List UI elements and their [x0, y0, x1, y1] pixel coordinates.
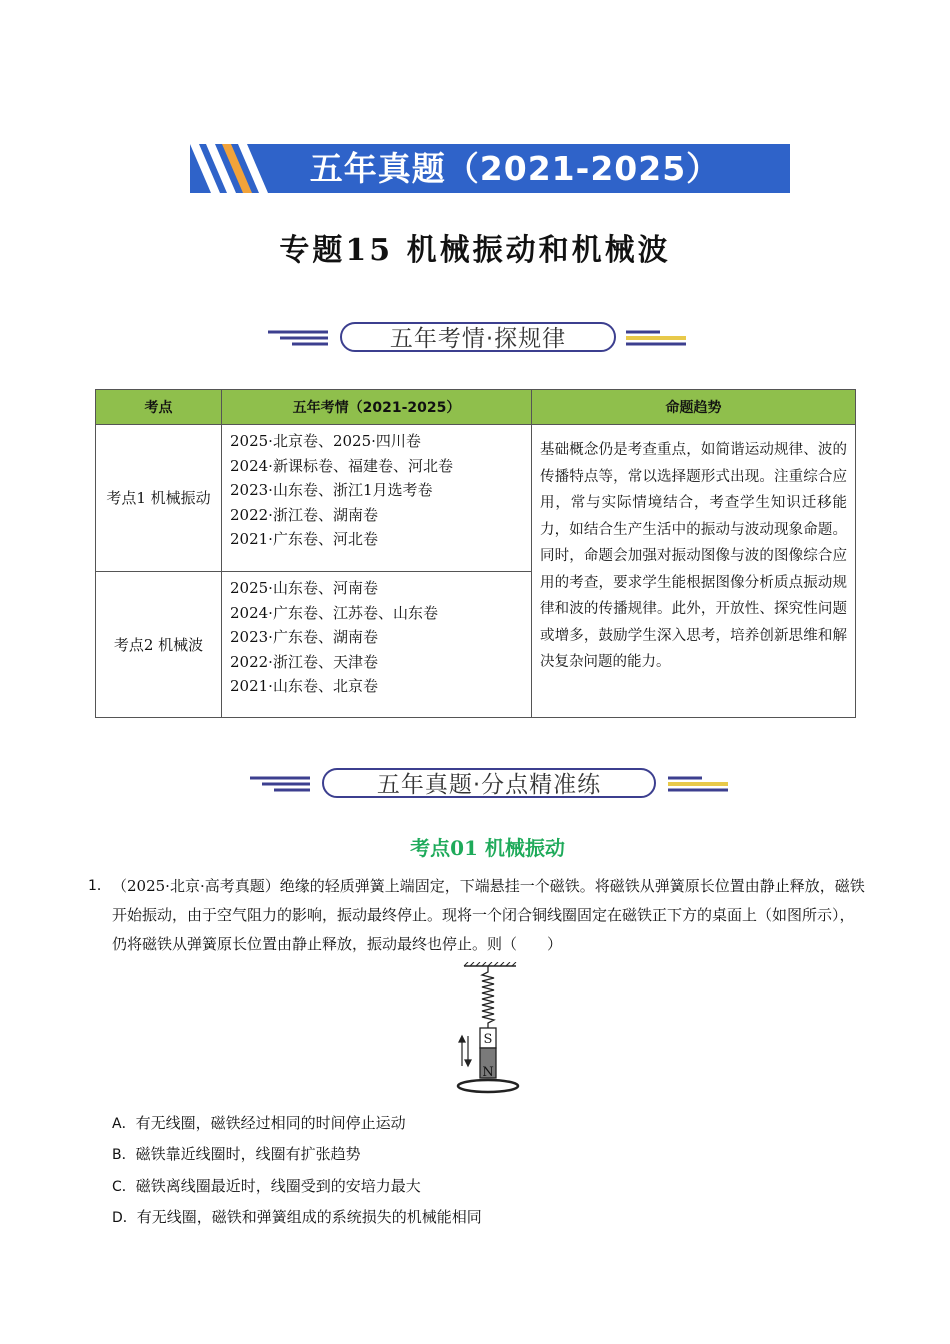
option-d[interactable]: [112, 1204, 482, 1230]
ribbon-label: 五年考情·探规律: [340, 322, 616, 352]
year-entry: 2023·广东卷、湖南卷: [230, 628, 378, 646]
header-years: 五年考情（2021-2025）: [222, 390, 532, 425]
header-topic: 考点: [96, 390, 222, 425]
year-entry: 2023·山东卷、浙江1月选考卷: [230, 481, 433, 499]
option-text: 磁铁靠近线圈时，线圈有扩张趋势: [135, 1145, 361, 1163]
option-letter: A．: [112, 1116, 136, 1132]
option-text: 磁铁离线圈最近时，线圈受到的安培力最大: [135, 1177, 421, 1195]
option-text: 有无线圈，磁铁经过相同的时间停止运动: [135, 1114, 406, 1132]
magnet-n-label: N: [482, 1065, 494, 1080]
document-title: 专题15 机械振动和机械波: [279, 233, 671, 268]
coil-ring: [458, 1080, 518, 1092]
years-cell: [222, 425, 532, 572]
option-c[interactable]: [112, 1173, 421, 1199]
spring-magnet-figure: [450, 962, 530, 1097]
trend-cell: 基础概念仍是考查重点，如简谐运动规律、波的传播特点等，常以选择题形式出现。注重综合应用，常与实际情境结合，考查学生知识迁移能力，如结合生产生活中的振动与波动现象命题。同时，命题会加强对振动图像与波的图像综合应用的考查，要求学生能根据图像分析质点振动规律和波的传播规律。此外，开放性、探究性问题或增多，鼓励学生深入思考，培养创新思维和解决复杂问题的能力。: [532, 425, 856, 718]
year-entry: 2021·山东卷、北京卷: [230, 677, 378, 695]
topic-cell: 考点2 机械波: [96, 572, 222, 718]
question-block: [88, 872, 868, 959]
years-cell: [222, 572, 532, 718]
topic-cell: 考点1 机械振动: [96, 425, 222, 572]
banner-title: 五年真题（2021-2025）: [309, 149, 721, 188]
year-entry: 2024·广东卷、江苏卷、山东卷: [230, 603, 438, 622]
table-header-row: [96, 390, 856, 425]
option-a[interactable]: [112, 1110, 406, 1136]
year-entry: 2022·浙江卷、湖南卷: [230, 505, 378, 524]
option-text: 有无线圈，磁铁和弹簧组成的系统损失的机械能相同: [136, 1208, 482, 1226]
section-ribbon-practice: [0, 764, 950, 804]
question-text: （2025·北京·高考真题）绝缘的轻质弹簧上端固定，下端悬挂一个磁铁。将磁铁从弹簧原长位置由静止释放，磁铁开始振动，由于空气阻力的影响，振动最终停止。现将一个闭合铜线圈固定在磁铁正下方的桌面上（如图所示），仍将磁铁从弹簧原长位置由静止释放，振动最终也停止。则（ ）: [112, 877, 865, 953]
section-heading: 考点01 机械振动: [410, 836, 565, 860]
motion-arrows-icon: [459, 1036, 471, 1066]
ribbon-label: 五年真题·分点精准练: [322, 768, 656, 798]
section-ribbon-analysis: [0, 318, 950, 358]
exam-analysis-table: [95, 389, 856, 718]
title-banner: [190, 144, 790, 193]
table-row: [96, 425, 856, 572]
year-entry: 2024·新课标卷、福建卷、河北卷: [230, 456, 453, 475]
year-entry: 2022·浙江卷、天津卷: [230, 652, 378, 671]
magnet-s-label: S: [483, 1032, 493, 1047]
year-entry: 2025·山东卷、河南卷: [230, 579, 378, 597]
option-letter: C．: [112, 1179, 136, 1195]
year-entry: 2025·北京卷、2025·四川卷: [230, 432, 421, 450]
header-trend: 命题趋势: [532, 390, 856, 425]
option-letter: B．: [112, 1147, 136, 1163]
option-b[interactable]: [112, 1141, 361, 1167]
question-number: 1．: [88, 878, 111, 894]
year-entry: 2021·广东卷、河北卷: [230, 530, 378, 548]
option-letter: D．: [112, 1210, 137, 1226]
